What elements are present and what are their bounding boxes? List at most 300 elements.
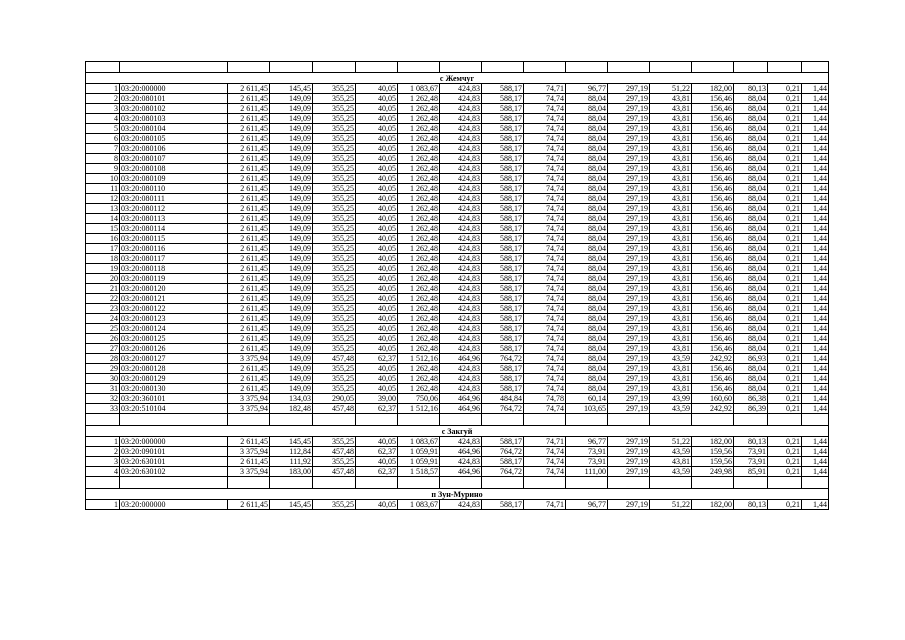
value-cell: 1 512,16	[398, 354, 440, 364]
value-cell: 297,19	[608, 254, 650, 264]
value-cell: 2 611,45	[228, 284, 270, 294]
cadastral-code: 03:20:080128	[120, 364, 228, 374]
value-cell: 43,81	[650, 214, 692, 224]
value-cell: 88,04	[566, 374, 608, 384]
value-cell: 80,13	[734, 500, 768, 510]
value-cell: 1,44	[802, 457, 829, 467]
value-cell: 424,83	[440, 437, 482, 447]
table-row	[86, 344, 829, 354]
value-cell: 1 262,48	[398, 364, 440, 374]
value-cell: 588,17	[482, 304, 524, 314]
row-number: 24	[86, 314, 120, 324]
value-cell: 40,05	[356, 284, 398, 294]
value-cell: 88,04	[734, 114, 768, 124]
value-cell: 588,17	[482, 164, 524, 174]
cadastral-code: 03:20:080130	[120, 384, 228, 394]
value-cell: 424,83	[440, 164, 482, 174]
value-cell: 74,71	[524, 437, 566, 447]
value-cell: 297,19	[608, 374, 650, 384]
value-cell: 88,04	[734, 384, 768, 394]
value-cell: 88,04	[566, 184, 608, 194]
value-cell: 73,91	[734, 457, 768, 467]
empty-cell	[270, 477, 313, 489]
table-row	[86, 234, 829, 244]
empty-cell	[86, 477, 120, 489]
value-cell: 297,19	[608, 224, 650, 234]
value-cell: 297,19	[608, 467, 650, 477]
empty-cell	[650, 477, 692, 489]
value-cell: 355,25	[313, 324, 356, 334]
value-cell: 1,44	[802, 304, 829, 314]
section-header	[86, 426, 829, 437]
value-cell: 156,46	[692, 204, 734, 214]
value-cell: 182,00	[692, 500, 734, 510]
value-cell: 88,04	[734, 154, 768, 164]
value-cell: 156,46	[692, 194, 734, 204]
value-cell: 40,05	[356, 294, 398, 304]
value-cell: 297,19	[608, 164, 650, 174]
value-cell: 43,59	[650, 447, 692, 457]
section-header	[86, 73, 829, 84]
value-cell: 355,25	[313, 457, 356, 467]
value-cell: 2 611,45	[228, 134, 270, 144]
value-cell: 74,74	[524, 457, 566, 467]
value-cell: 43,81	[650, 154, 692, 164]
value-cell: 88,04	[566, 194, 608, 204]
empty-cell	[734, 62, 768, 73]
value-cell: 355,25	[313, 224, 356, 234]
value-cell: 1 262,48	[398, 104, 440, 114]
value-cell: 40,05	[356, 94, 398, 104]
value-cell: 88,04	[566, 234, 608, 244]
value-cell: 242,92	[692, 354, 734, 364]
value-cell: 74,74	[524, 144, 566, 154]
value-cell: 1 262,48	[398, 244, 440, 254]
value-cell: 0,21	[768, 94, 802, 104]
value-cell: 464,96	[440, 467, 482, 477]
table-row	[86, 94, 829, 104]
value-cell: 74,74	[524, 94, 566, 104]
cadastral-code: 03:20:080106	[120, 144, 228, 154]
value-cell: 297,19	[608, 334, 650, 344]
value-cell: 88,04	[734, 364, 768, 374]
empty-cell	[768, 62, 802, 73]
value-cell: 159,56	[692, 447, 734, 457]
value-cell: 588,17	[482, 457, 524, 467]
empty-cell	[768, 477, 802, 489]
empty-cell	[692, 477, 734, 489]
value-cell: 464,96	[440, 404, 482, 414]
value-cell: 1 262,48	[398, 144, 440, 154]
value-cell: 43,81	[650, 314, 692, 324]
row-number: 5	[86, 124, 120, 134]
value-cell: 88,04	[734, 104, 768, 114]
value-cell: 1 262,48	[398, 234, 440, 244]
value-cell: 62,37	[356, 467, 398, 477]
value-cell: 149,09	[270, 324, 313, 334]
value-cell: 355,25	[313, 500, 356, 510]
value-cell: 0,21	[768, 294, 802, 304]
value-cell: 88,04	[734, 344, 768, 354]
value-cell: 88,04	[734, 214, 768, 224]
value-cell: 588,17	[482, 264, 524, 274]
value-cell: 588,17	[482, 94, 524, 104]
value-cell: 88,04	[566, 254, 608, 264]
empty-cell	[440, 477, 482, 489]
value-cell: 2 611,45	[228, 500, 270, 510]
value-cell: 43,81	[650, 374, 692, 384]
value-cell: 40,05	[356, 457, 398, 467]
value-cell: 588,17	[482, 194, 524, 204]
empty-cell	[524, 414, 566, 426]
value-cell: 588,17	[482, 437, 524, 447]
value-cell: 74,74	[524, 447, 566, 457]
value-cell: 0,21	[768, 394, 802, 404]
value-cell: 424,83	[440, 274, 482, 284]
row-number: 19	[86, 264, 120, 274]
value-cell: 1 262,48	[398, 324, 440, 334]
value-cell: 88,04	[566, 364, 608, 374]
table-body	[86, 62, 829, 510]
value-cell: 156,46	[692, 104, 734, 114]
value-cell: 297,19	[608, 134, 650, 144]
value-cell: 145,45	[270, 500, 313, 510]
value-cell: 43,81	[650, 94, 692, 104]
row-number: 4	[86, 114, 120, 124]
cadastral-code: 03:20:080112	[120, 204, 228, 214]
value-cell: 0,21	[768, 437, 802, 447]
value-cell: 156,46	[692, 114, 734, 124]
value-cell: 0,21	[768, 104, 802, 114]
value-cell: 88,04	[566, 264, 608, 274]
value-cell: 51,22	[650, 437, 692, 447]
table-row	[86, 394, 829, 404]
value-cell: 1 262,48	[398, 254, 440, 264]
value-cell: 156,46	[692, 274, 734, 284]
value-cell: 0,21	[768, 500, 802, 510]
value-cell: 2 611,45	[228, 384, 270, 394]
value-cell: 2 611,45	[228, 194, 270, 204]
value-cell: 588,17	[482, 254, 524, 264]
value-cell: 2 611,45	[228, 84, 270, 94]
row-number: 28	[86, 354, 120, 364]
value-cell: 457,48	[313, 354, 356, 364]
value-cell: 290,05	[313, 394, 356, 404]
value-cell: 0,21	[768, 184, 802, 194]
value-cell: 40,05	[356, 184, 398, 194]
value-cell: 2 611,45	[228, 334, 270, 344]
value-cell: 1 262,48	[398, 94, 440, 104]
cadastral-code: 03:20:080109	[120, 174, 228, 184]
value-cell: 0,21	[768, 457, 802, 467]
value-cell: 74,74	[524, 204, 566, 214]
value-cell: 156,46	[692, 124, 734, 134]
value-cell: 96,77	[566, 84, 608, 94]
empty-cell	[608, 414, 650, 426]
value-cell: 484,84	[482, 394, 524, 404]
value-cell: 43,81	[650, 144, 692, 154]
cadastral-code: 03:20:000000	[120, 437, 228, 447]
value-cell: 2 611,45	[228, 224, 270, 234]
row-number: 9	[86, 164, 120, 174]
value-cell: 40,05	[356, 364, 398, 374]
tariff-table	[85, 61, 829, 510]
value-cell: 424,83	[440, 294, 482, 304]
row-number: 3	[86, 457, 120, 467]
value-cell: 40,05	[356, 84, 398, 94]
empty-cell	[482, 414, 524, 426]
value-cell: 88,04	[566, 294, 608, 304]
value-cell: 2 611,45	[228, 204, 270, 214]
value-cell: 355,25	[313, 154, 356, 164]
table-row	[86, 447, 829, 457]
table-row	[86, 404, 829, 414]
value-cell: 297,19	[608, 384, 650, 394]
value-cell: 43,81	[650, 234, 692, 244]
value-cell: 2 611,45	[228, 154, 270, 164]
value-cell: 40,05	[356, 144, 398, 154]
value-cell: 588,17	[482, 344, 524, 354]
value-cell: 1,44	[802, 114, 829, 124]
value-cell: 464,96	[440, 447, 482, 457]
row-number: 33	[86, 404, 120, 414]
value-cell: 43,81	[650, 274, 692, 284]
value-cell: 1 083,67	[398, 500, 440, 510]
value-cell: 0,21	[768, 124, 802, 134]
value-cell: 464,96	[440, 394, 482, 404]
cadastral-code: 03:20:080105	[120, 134, 228, 144]
value-cell: 149,09	[270, 114, 313, 124]
cadastral-code: 03:20:080121	[120, 294, 228, 304]
value-cell: 183,00	[270, 467, 313, 477]
value-cell: 80,13	[734, 84, 768, 94]
section-title: с Жемчуг	[86, 73, 829, 84]
cadastral-code: 03:20:080107	[120, 154, 228, 164]
value-cell: 1 262,48	[398, 114, 440, 124]
value-cell: 156,46	[692, 214, 734, 224]
row-number: 6	[86, 134, 120, 144]
value-cell: 588,17	[482, 500, 524, 510]
value-cell: 156,46	[692, 364, 734, 374]
value-cell: 156,46	[692, 184, 734, 194]
value-cell: 0,21	[768, 364, 802, 374]
value-cell: 1 262,48	[398, 344, 440, 354]
value-cell: 2 611,45	[228, 264, 270, 274]
value-cell: 39,00	[356, 394, 398, 404]
table-row	[86, 104, 829, 114]
value-cell: 74,74	[524, 124, 566, 134]
value-cell: 74,78	[524, 394, 566, 404]
cadastral-code: 03:20:080122	[120, 304, 228, 314]
row-number: 31	[86, 384, 120, 394]
empty-cell	[313, 414, 356, 426]
cadastral-code: 03:20:000000	[120, 500, 228, 510]
empty-cell	[398, 62, 440, 73]
row-number: 29	[86, 364, 120, 374]
empty-cell	[734, 414, 768, 426]
value-cell: 88,04	[566, 114, 608, 124]
spacer-row	[86, 414, 829, 426]
value-cell: 40,05	[356, 234, 398, 244]
value-cell: 40,05	[356, 224, 398, 234]
value-cell: 0,21	[768, 274, 802, 284]
value-cell: 355,25	[313, 374, 356, 384]
value-cell: 149,09	[270, 314, 313, 324]
value-cell: 156,46	[692, 134, 734, 144]
value-cell: 588,17	[482, 214, 524, 224]
table-row	[86, 500, 829, 510]
value-cell: 1 262,48	[398, 284, 440, 294]
value-cell: 74,74	[524, 344, 566, 354]
value-cell: 156,46	[692, 234, 734, 244]
value-cell: 297,19	[608, 447, 650, 457]
value-cell: 43,59	[650, 404, 692, 414]
table-row	[86, 114, 829, 124]
row-number: 10	[86, 174, 120, 184]
value-cell: 159,56	[692, 457, 734, 467]
value-cell: 588,17	[482, 324, 524, 334]
value-cell: 74,71	[524, 84, 566, 94]
row-number: 22	[86, 294, 120, 304]
value-cell: 424,83	[440, 500, 482, 510]
value-cell: 1,44	[802, 384, 829, 394]
value-cell: 88,04	[734, 244, 768, 254]
empty-cell	[86, 414, 120, 426]
value-cell: 149,09	[270, 204, 313, 214]
value-cell: 1,44	[802, 134, 829, 144]
value-cell: 156,46	[692, 154, 734, 164]
table-row	[86, 134, 829, 144]
value-cell: 74,74	[524, 467, 566, 477]
value-cell: 424,83	[440, 104, 482, 114]
value-cell: 43,99	[650, 394, 692, 404]
value-cell: 156,46	[692, 374, 734, 384]
empty-cell	[440, 62, 482, 73]
value-cell: 0,21	[768, 374, 802, 384]
value-cell: 457,48	[313, 467, 356, 477]
document-page	[85, 61, 828, 510]
value-cell: 0,21	[768, 354, 802, 364]
value-cell: 1,44	[802, 224, 829, 234]
value-cell: 74,74	[524, 284, 566, 294]
table-row	[86, 284, 829, 294]
row-number: 8	[86, 154, 120, 164]
empty-cell	[768, 414, 802, 426]
value-cell: 355,25	[313, 164, 356, 174]
cadastral-code: 03:20:080127	[120, 354, 228, 364]
value-cell: 43,81	[650, 224, 692, 234]
value-cell: 0,21	[768, 194, 802, 204]
value-cell: 40,05	[356, 324, 398, 334]
value-cell: 355,25	[313, 204, 356, 214]
value-cell: 1,44	[802, 467, 829, 477]
value-cell: 160,60	[692, 394, 734, 404]
value-cell: 2 611,45	[228, 344, 270, 354]
value-cell: 0,21	[768, 264, 802, 274]
empty-cell	[270, 62, 313, 73]
cadastral-code: 03:20:090101	[120, 447, 228, 457]
value-cell: 149,09	[270, 224, 313, 234]
value-cell: 764,72	[482, 467, 524, 477]
table-row	[86, 457, 829, 467]
value-cell: 74,74	[524, 184, 566, 194]
value-cell: 588,17	[482, 234, 524, 244]
value-cell: 149,09	[270, 334, 313, 344]
value-cell: 74,74	[524, 244, 566, 254]
value-cell: 85,91	[734, 467, 768, 477]
value-cell: 62,37	[356, 404, 398, 414]
value-cell: 88,04	[734, 304, 768, 314]
value-cell: 1,44	[802, 314, 829, 324]
value-cell: 74,74	[524, 334, 566, 344]
value-cell: 1 262,48	[398, 384, 440, 394]
empty-cell	[566, 477, 608, 489]
row-number: 18	[86, 254, 120, 264]
value-cell: 588,17	[482, 384, 524, 394]
value-cell: 40,05	[356, 134, 398, 144]
value-cell: 0,21	[768, 384, 802, 394]
value-cell: 424,83	[440, 364, 482, 374]
value-cell: 149,09	[270, 274, 313, 284]
value-cell: 588,17	[482, 294, 524, 304]
value-cell: 88,04	[566, 134, 608, 144]
value-cell: 424,83	[440, 174, 482, 184]
empty-cell	[356, 477, 398, 489]
value-cell: 88,04	[566, 144, 608, 154]
value-cell: 88,04	[734, 94, 768, 104]
value-cell: 424,83	[440, 284, 482, 294]
value-cell: 355,25	[313, 144, 356, 154]
value-cell: 88,04	[566, 284, 608, 294]
value-cell: 74,74	[524, 194, 566, 204]
value-cell: 2 611,45	[228, 324, 270, 334]
row-number: 23	[86, 304, 120, 314]
table-row	[86, 174, 829, 184]
value-cell: 297,19	[608, 244, 650, 254]
value-cell: 0,21	[768, 304, 802, 314]
value-cell: 0,21	[768, 314, 802, 324]
value-cell: 3 375,94	[228, 447, 270, 457]
value-cell: 88,04	[734, 194, 768, 204]
value-cell: 74,74	[524, 214, 566, 224]
value-cell: 88,04	[734, 294, 768, 304]
empty-cell	[86, 62, 120, 73]
table-row	[86, 324, 829, 334]
value-cell: 74,74	[524, 104, 566, 114]
value-cell: 0,21	[768, 174, 802, 184]
value-cell: 149,09	[270, 104, 313, 114]
value-cell: 588,17	[482, 364, 524, 374]
row-number: 13	[86, 204, 120, 214]
section-title: п Зун-Мурино	[86, 489, 829, 500]
value-cell: 297,19	[608, 404, 650, 414]
empty-cell	[398, 477, 440, 489]
value-cell: 40,05	[356, 374, 398, 384]
value-cell: 88,04	[734, 204, 768, 214]
value-cell: 1,44	[802, 447, 829, 457]
value-cell: 0,21	[768, 144, 802, 154]
empty-cell	[566, 62, 608, 73]
value-cell: 355,25	[313, 304, 356, 314]
value-cell: 2 611,45	[228, 294, 270, 304]
value-cell: 1,44	[802, 194, 829, 204]
value-cell: 0,21	[768, 234, 802, 244]
value-cell: 297,19	[608, 174, 650, 184]
value-cell: 424,83	[440, 324, 482, 334]
cadastral-code: 03:20:080123	[120, 314, 228, 324]
value-cell: 0,21	[768, 284, 802, 294]
value-cell: 0,21	[768, 404, 802, 414]
